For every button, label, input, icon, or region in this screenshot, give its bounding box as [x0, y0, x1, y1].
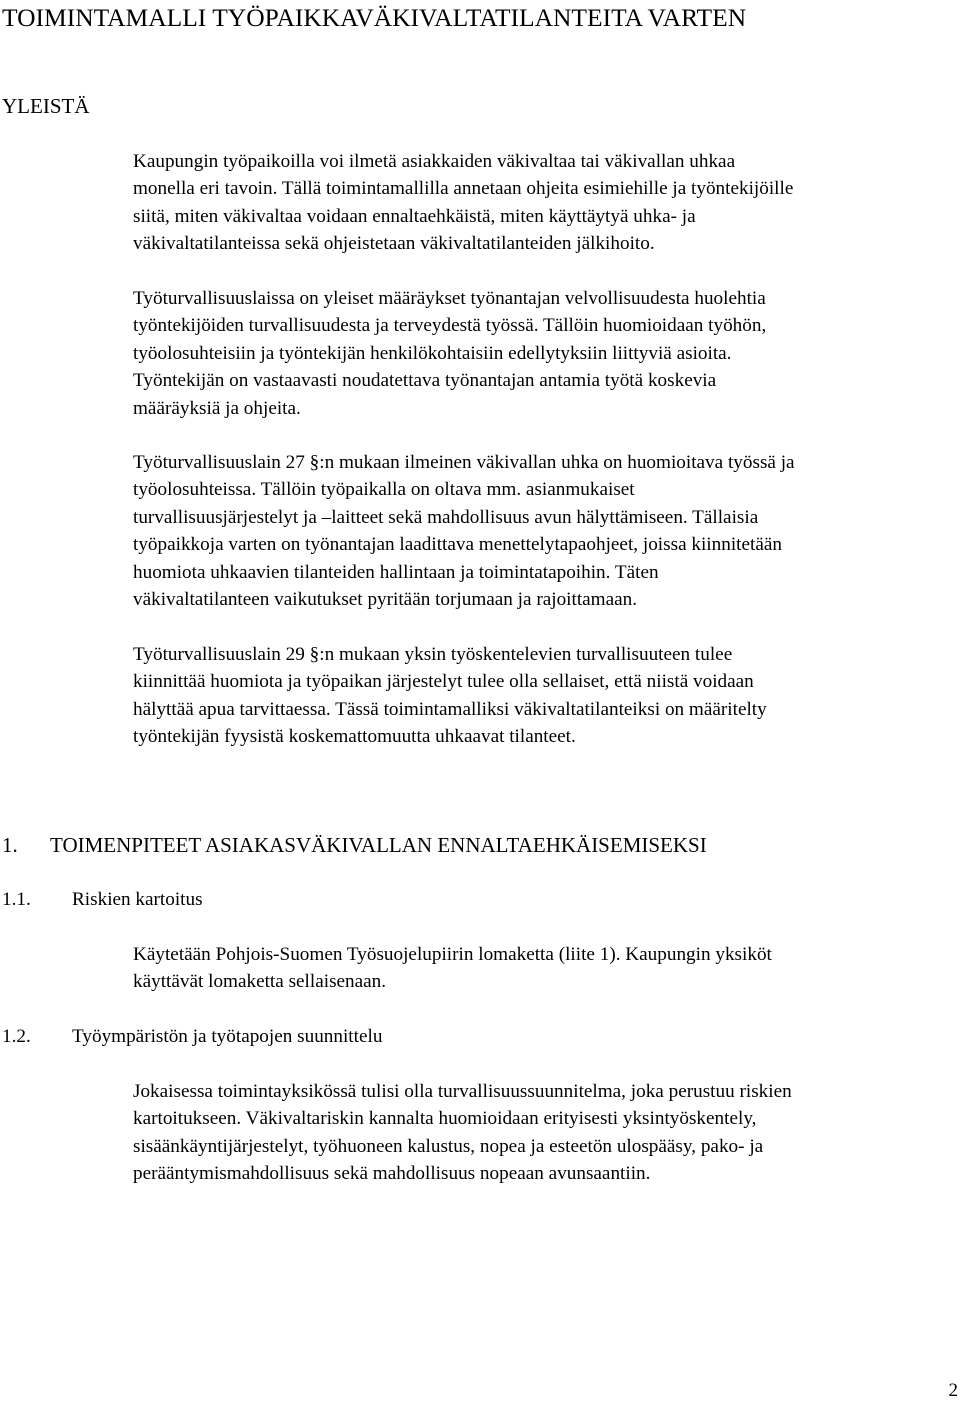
text-line: työolosuhteissa. Tällöin työpaikalla on oltava mm. asianmukaiset: [133, 479, 635, 501]
text-line: Käytetään Pohjois-Suomen Työsuojelupiirin lomaketta (liite 1). Kaupungin yksiköt: [133, 944, 772, 965]
text-line: käyttävät lomaketta sellaisenaan.: [133, 971, 387, 993]
text-line: Kaupungin työpaikoilla voi ilmetä asiakkaiden väkivaltaa tai väkivallan uhkaa: [133, 151, 736, 172]
paragraph-work-environment: [133, 1078, 958, 1188]
paragraph-section-29: [133, 641, 958, 751]
subsection-1-2-heading: [2, 1023, 382, 1051]
text-line: työpaikkoja varten on työnantajan laadittava menettelytapaohjeet, joissa kiinnitetään: [133, 534, 782, 556]
paragraph-risk-mapping: [133, 941, 958, 996]
text-line: monella eri tavoin. Tällä toimintamallilla annetaan ohjeita esimiehille ja työntekijöille: [133, 178, 794, 200]
text-line: Jokaisessa toimintayksikössä tulisi olla turvallisuussuunnitelma, joka perustuu riskien: [133, 1081, 792, 1102]
section-1-heading: [2, 830, 707, 860]
text-line: hälyttää apua tarvittaessa. Tässä toimintamalliksi väkivaltatilanteiksi on määritelty: [133, 698, 767, 720]
subsection-title: Riskien kartoitus: [72, 889, 203, 910]
text-line: Työturvallisuuslaissa on yleiset määräykset työnantajan velvollisuudesta huolehtia: [133, 288, 766, 309]
paragraph-intro: [133, 148, 958, 258]
text-line: Työturvallisuuslain 27 §:n mukaan ilmeinen väkivallan uhka on huomioitava työssä ja: [133, 452, 795, 473]
paragraph-section-27: [133, 449, 958, 613]
subsection-title: Työympäristön ja työtapojen suunnittelu: [72, 1026, 383, 1047]
subsection-number: 1.1.: [2, 889, 31, 910]
document-title: TOIMINTAMALLI TYÖPAIKKAVÄKIVALTATILANTEITA VARTEN: [2, 3, 747, 32]
text-line: työntekijöiden turvallisuudesta ja terveydestä työssä. Tällöin huomioidaan työhön,: [133, 315, 767, 337]
page-number: 2: [948, 1380, 958, 1401]
text-line: kartoitukseen. Väkivaltariskin kannalta huomioidaan erityisesti yksintyöskentely,: [133, 1108, 757, 1130]
subsection-number: 1.2.: [2, 1026, 31, 1047]
paragraph-legislation: [133, 285, 958, 422]
text-line: kiinnittää huomiota ja työpaikan järjestelyt tulee olla sellaiset, että niistä voidaan: [133, 671, 754, 693]
text-line: perääntymismahdollisuus sekä mahdollisuus nopeaan avunsaantiin.: [133, 1163, 651, 1185]
text-line: siitä, miten väkivaltaa voidaan ennaltaehkäistä, miten käyttäytyä uhka- ja: [133, 205, 696, 227]
subsection-1-1-heading: [2, 886, 203, 914]
text-line: väkivaltatilanteissa sekä ohjeistetaan väkivaltatilanteiden jälkihoito.: [133, 233, 655, 255]
text-line: turvallisuusjärjestelyt ja –laitteet sekä mahdollisuus avun hälyttämiseen. Tällaisia: [133, 506, 759, 528]
text-line: työntekijän fyysistä koskemattomuutta uhkaavat tilanteet.: [133, 726, 576, 748]
text-line: sisäänkäyntijärjestelyt, työhuoneen kalustus, nopea ja esteetön ulospääsy, pako- ja: [133, 1135, 764, 1157]
text-line: väkivaltatilanteen vaikutukset pyritään torjumaan ja rajoittamaan.: [133, 589, 638, 611]
section-number: 1.: [2, 833, 18, 857]
text-line: Työntekijän on vastaavasti noudatettava työnantajan antamia työtä koskevia: [133, 370, 717, 392]
text-line: määräyksiä ja ohjeita.: [133, 397, 301, 419]
section-heading-general: YLEISTÄ: [2, 94, 90, 118]
section-title: TOIMENPITEET ASIAKASVÄKIVALLAN ENNALTAEHKÄISEMISEKSI: [50, 833, 707, 857]
text-line: Työturvallisuuslain 29 §:n mukaan yksin työskentelevien turvallisuuteen tulee: [133, 644, 733, 665]
text-line: työolosuhteisiin ja työntekijän henkilökohtaisiin edellytyksiin liittyviä asioita.: [133, 342, 732, 364]
text-line: huomiota uhkaavien tilanteiden hallintaan ja toimintatapoihin. Täten: [133, 561, 659, 583]
